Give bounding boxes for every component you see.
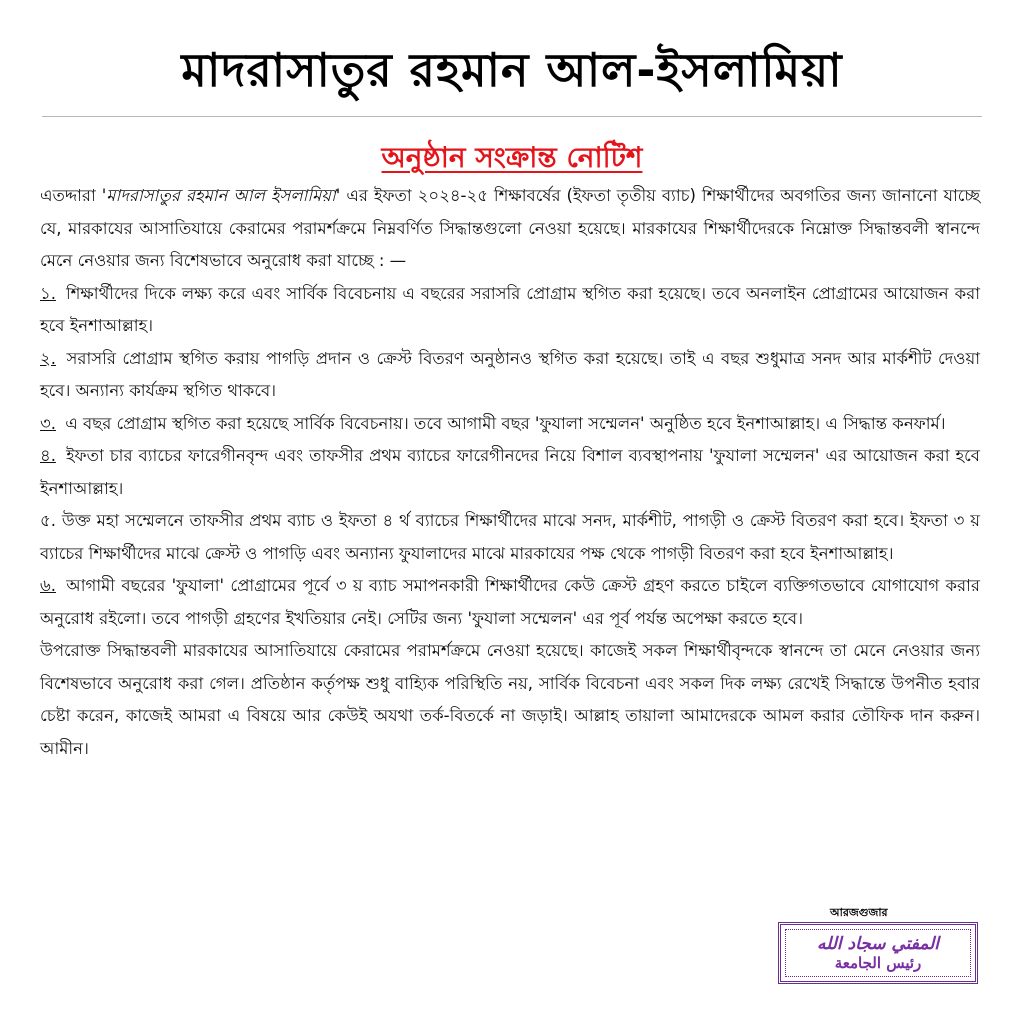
closing-paragraph: উপরোক্ত সিদ্ধান্তবলী মারকাযের আসাতিযায়ে কেরামের পরামর্শক্রমে নেওয়া হয়েছে। কাজেই সকল শিক্ষার্থীবৃন্দকে স্বানন্দে তা মেনে নেওয়ার জন্য বিশেষভাবে অনুরোধ করা গেল। প্রতিষ্ঠান কর্তৃপক্ষ শুধু বাহ্যিক পরিস্থিতি নয়, সার্বিক বিবেচনা এবং সকল দিক লক্ষ্য রেখেই সিদ্ধান্তে উপনীত হবার চেষ্টা করেন, কাজেই আমরা এ বিষয়ে আর কেউই অযথা তর্ক-বিতর্কে না জড়াই। আল্লাহ তায়ালা আমাদেরকে আমল করার তৌফিক দান করুন। আমীন। [40,641,980,758]
intro-text: এর ইফতা ২০২৪-২৫ শিক্ষাবর্ষের (ইফতা তৃতীয় ব্যাচ) শিক্ষার্থীদের অবগতির জন্য জানানো যাচ্ছে যে, মারকাযের আসাতিযায়ে কেরামের পরামর্শক্রমে নিম্নবর্ণিত সিদ্ধান্তগুলো নেওয়া হয়েছে। মারকাযের শিক্ষার্থীদেরকে নিম্নোক্ত সিদ্ধান্তবলী স্বানন্দে মেনে নেওয়ার জন্য বিশেষভাবে অনুরোধ করা যাচ্ছে : — [40,186,980,270]
notice-heading-text: অনুষ্ঠান সংক্রান্ত নোটিশ [381,141,643,174]
item-text: উক্ত মহা সম্মেলনে তাফসীর প্রথম ব্যাচ ও ইফতা ৪ র্থ ব্যাচের শিক্ষার্থীদের মাঝে সনদ, মার্কশীট, পাগড়ী ও ক্রেস্ট বিতরণ করা হবে। ইফতা ৩ য় ব্যাচের শিক্ষার্থীদের মাঝে ক্রেস্ট ও পাগড়ি এবং অন্যান্য ফুযালাদের মাঝে মারকাযের পক্ষ থেকে পাগড়ী বিতরণ করা হবে ইনশাআল্লাহ। [40,511,980,563]
item-number: ৩. [40,413,56,433]
item-text: আগামী বছরের 'ফুযালা' প্রোগ্রামের পূর্বে ৩ য় ব্যাচ সমাপনকারী শিক্ষার্থীদের কেউ ক্রেস্ট গ্রহণ করতে চাইলে ব্যক্তিগতভাবে যোগাযোগ করার অনুরোধ রইলো। তবে পাগড়ী গ্রহণের ইখতিয়ার নেই। সেটির জন্য 'ফুযালা সম্মেলন' এর পূর্ব পর্যন্ত অপেক্ষা করতে হবে। [40,576,980,628]
item-text: শিক্ষার্থীদের দিকে লক্ষ্য করে এবং সার্বিক বিবেচনায় এ বছরের সরাসরি প্রোগ্রাম স্থগিত করা হয়েছে। তবে অনলাইন প্রোগ্রামের আয়োজন করা হবে ইনশাআল্লাহ। [40,283,981,335]
list-item [40,570,980,635]
item-text: ইফতা চার ব্যাচের ফারেগীনবৃন্দ এবং তাফসীর প্রথম ব্যাচের ফারেগীনদের নিয়ে বিশাল ব্যবস্থাপনায় 'ফুযালা সম্মেলন' এর আয়োজন করা হবে ইনশাআল্লাহ। [40,446,980,498]
notice-heading [0,136,1024,183]
item-number: ১. [40,283,56,303]
item-number: ৪. [40,446,56,465]
item-number: ২. [40,348,56,368]
list-item [40,505,980,570]
signature-label: আরজগুজার [830,906,888,919]
list-item [40,408,980,441]
seal-title-line: رئيس الجامعة [834,954,922,972]
list-item [40,343,980,408]
item-text: এ বছর প্রোগ্রাম স্থগিত করা হয়েছে সার্বিক বিবেচনায়। তবে আগামী বছর 'ফুযালা সম্মেলন' অনুষ্ঠিত হবে ইনশাআল্লাহ। এ সিদ্ধান্ত কনফার্ম। [65,413,946,433]
official-seal [778,922,978,984]
item-number: ৬. [40,576,56,595]
item-number: ৫. [40,511,56,530]
header-divider [42,116,982,117]
list-item [40,278,980,343]
institute-name-quote: 'মাদরাসাতুর রহমান আল ইসলামিয়া' [101,186,341,205]
notice-body [40,180,980,765]
seal-signature-line: المفتي سجاد الله [816,934,940,954]
institute-title: মাদরাসাতুর রহমান আল-ইসলামিয়া [181,43,843,97]
list-item [40,440,980,505]
intro-prefix: এতদ্দারা [40,186,102,205]
seal-inner-border [785,929,971,977]
item-text: সরাসরি প্রোগ্রাম স্থগিত করায় পাগড়ি প্রদান ও ক্রেস্ট বিতরণ অনুষ্ঠানও স্থগিত করা হয়েছে। তাই এ বছর শুধুমাত্র সনদ আর মার্কশীট দেওয়া হবে। অন্যান্য কার্যক্রম স্থগিত থাকবে। [40,348,981,400]
intro-paragraph [40,180,980,278]
